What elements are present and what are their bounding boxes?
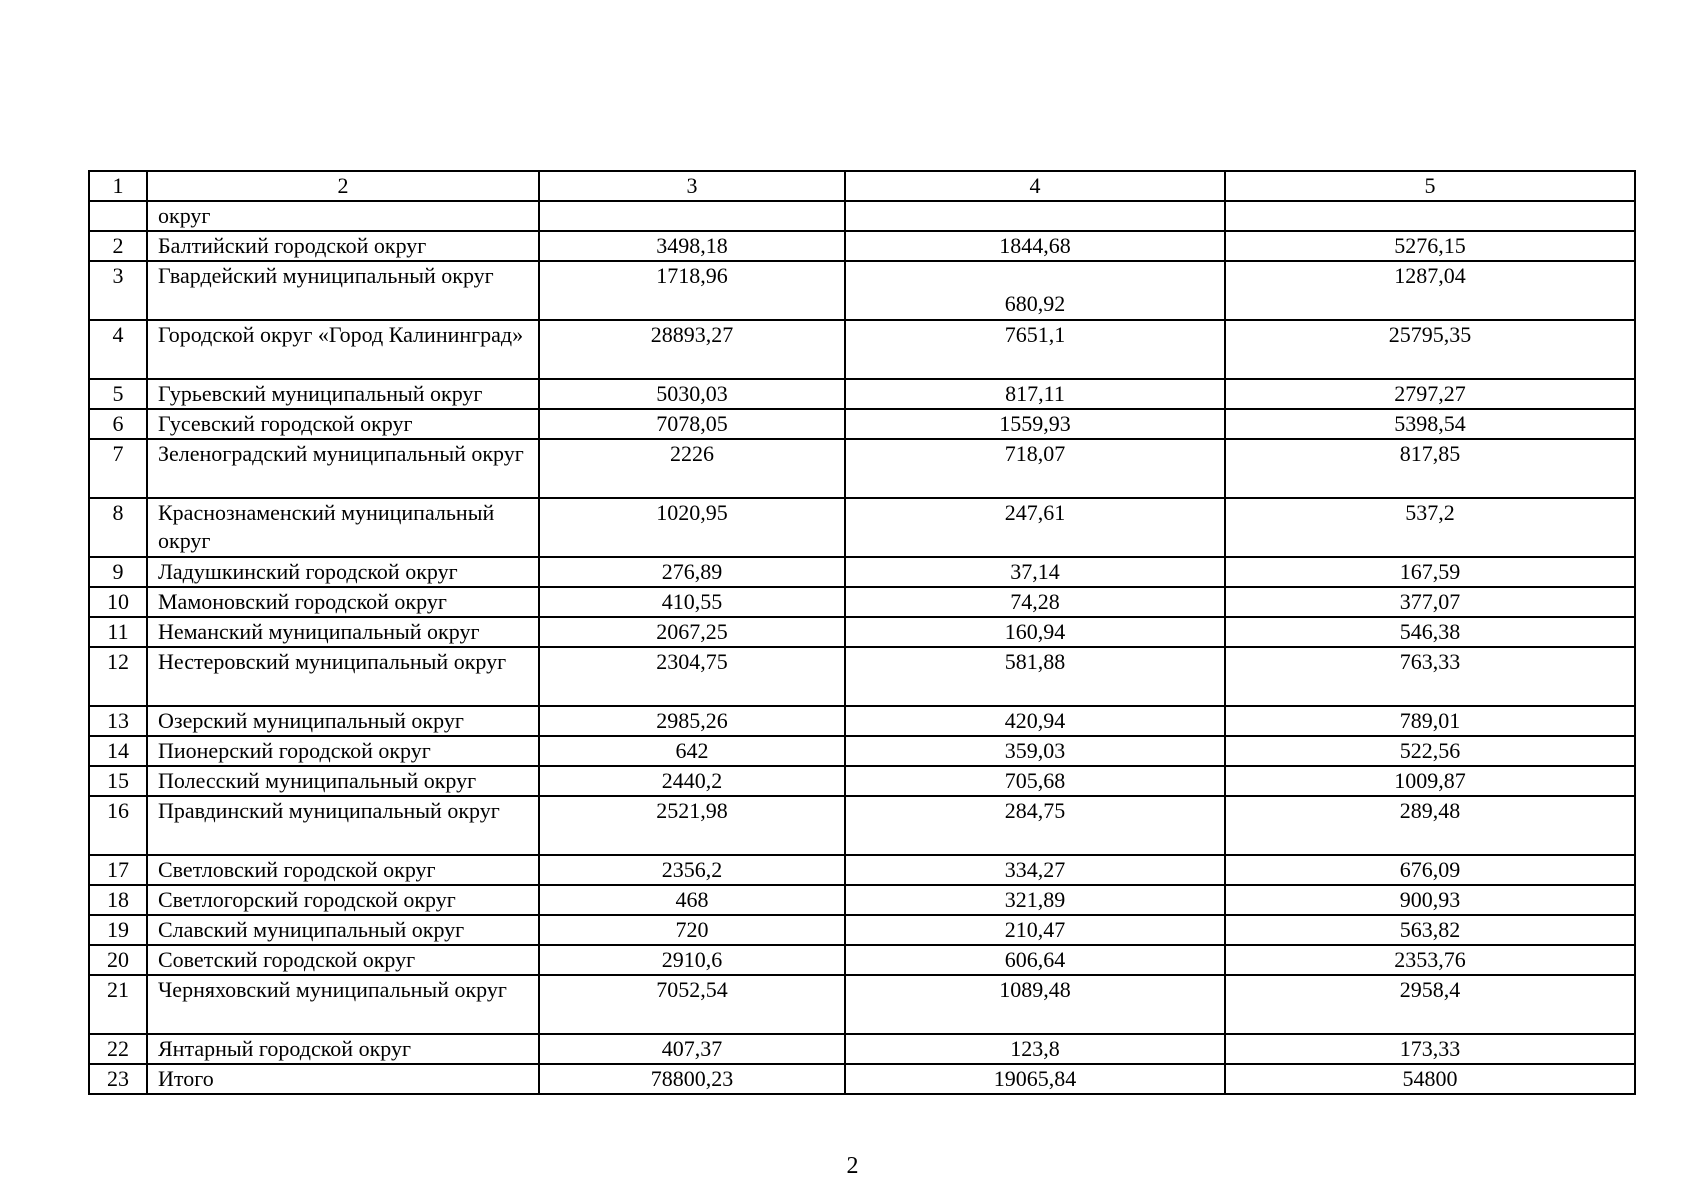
column-4-value-cell-text: 247,61 [1004,500,1066,525]
column-3-value-cell-text: 720 [675,917,709,942]
table-row [89,706,1635,736]
row-number-cell-text: 7 [112,441,124,466]
column-3-value-cell [539,320,845,379]
column-5-value-cell-text: 2353,76 [1394,947,1466,972]
table-row [89,557,1635,587]
row-number-cell [89,320,147,379]
column-header-4: 4 [845,171,1225,201]
municipality-name-cell-text: Славский муниципальный округ [158,917,465,942]
column-5-value-cell-text: 763,33 [1399,649,1461,674]
row-number-cell [89,945,147,975]
column-3-value-cell [539,975,845,1034]
row-number-cell [89,975,147,1034]
column-3-value-cell-text: 2521,98 [656,798,728,823]
table-row [89,855,1635,885]
column-3-value-cell-text: 7052,54 [656,977,728,1002]
table-row [89,736,1635,766]
row-number-cell-text: 10 [107,589,129,614]
table-row [89,647,1635,706]
row-number-cell-text: 18 [107,887,129,912]
column-5-value-cell-text: 2797,27 [1394,381,1466,406]
column-5-value-cell [1225,945,1635,975]
column-3-value-cell [539,1064,845,1094]
column-5-value-cell [1225,261,1635,320]
municipality-name-cell-text: Светлогорский городской округ [158,887,456,912]
municipality-name-cell [147,1064,539,1094]
municipality-name-cell [147,231,539,261]
column-4-value-cell [845,1034,1225,1064]
row-number-cell [89,498,147,557]
row-number-cell [89,557,147,587]
row-number-cell-text: 20 [107,947,129,972]
column-header-5: 5 [1225,171,1635,201]
column-3-value-cell-text: 2067,25 [656,619,728,644]
column-3-value-cell-text: 3498,18 [656,233,728,258]
row-number-cell [89,231,147,261]
table-row [89,945,1635,975]
column-4-value-cell [845,885,1225,915]
column-4-value-cell-text: 581,88 [1004,649,1066,674]
column-3-value-cell-text: 2985,26 [656,708,728,733]
column-4-value-cell [845,647,1225,706]
column-4-value-cell-text: 1559,93 [999,411,1071,436]
column-3-value-cell-text: 78800,23 [650,1066,734,1091]
row-number-cell-text: 13 [107,708,129,733]
municipality-name-cell-text: Гусевский городской округ [158,411,413,436]
table-row [89,915,1635,945]
page-number: 2 [846,1153,859,1179]
column-3-value-cell [539,379,845,409]
column-3-value-cell-text: 468 [675,887,709,912]
column-4-value-cell-text: 705,68 [1004,768,1066,793]
column-5-value-cell-text: 522,56 [1399,738,1461,763]
municipality-name-cell [147,915,539,945]
row-number-cell-text: 22 [107,1036,129,1061]
column-3-value-cell [539,885,845,915]
column-5-value-cell-text: 5398,54 [1394,411,1466,436]
column-5-value-cell [1225,885,1635,915]
column-3-value-cell-text: 2356,2 [661,857,723,882]
table-row [89,1064,1635,1094]
municipality-name-cell [147,557,539,587]
table-row [89,379,1635,409]
row-number-cell [89,706,147,736]
column-3-value-cell [539,201,845,231]
column-5-value-cell-text: 789,01 [1399,708,1461,733]
row-number-cell-text: 9 [112,559,124,584]
column-5-value-cell-text: 25795,35 [1388,322,1472,347]
column-3-value-cell [539,706,845,736]
municipality-name-cell-text: Советский городской округ [158,947,416,972]
column-4-value-cell [845,498,1225,557]
municipality-name-cell [147,855,539,885]
column-4-value-cell [845,975,1225,1034]
column-5-value-cell [1225,1064,1635,1094]
column-header-3: 3 [539,171,845,201]
column-4-value-cell [845,1064,1225,1094]
municipality-name-cell [147,617,539,647]
column-4-value-cell-text: 359,03 [1004,738,1066,763]
column-4-value-cell [845,945,1225,975]
column-5-value-cell-text: 537,2 [1405,500,1455,525]
column-3-value-cell [539,736,845,766]
municipality-name-cell-text: Черняховский муниципальный округ [158,977,507,1002]
table-body [89,201,1635,1094]
row-number-cell-text: 15 [107,768,129,793]
table-row [89,617,1635,647]
column-4-value-cell-text: 817,11 [1005,381,1065,406]
column-3-value-cell [539,439,845,498]
row-number-cell [89,409,147,439]
municipality-name-cell [147,945,539,975]
municipality-name-cell-text: Краснознаменский муниципальный округ [158,500,495,553]
column-header-1: 1 [89,171,147,201]
municipality-name-cell [147,201,539,231]
column-4-value-cell [845,617,1225,647]
data-table [88,170,1636,1095]
row-number-cell [89,439,147,498]
column-3-value-cell [539,587,845,617]
column-3-value-cell-text: 28893,27 [650,322,734,347]
municipality-name-cell-text: Неманский муниципальный округ [158,619,480,644]
municipality-name-cell [147,320,539,379]
municipality-name-cell [147,706,539,736]
row-number-cell-text: 23 [107,1066,129,1091]
column-4-value-cell [845,736,1225,766]
municipality-name-cell [147,647,539,706]
municipality-name-cell [147,261,539,320]
row-number-cell [89,647,147,706]
column-5-value-cell [1225,320,1635,379]
row-number-cell [89,1034,147,1064]
row-number-cell-text: 4 [112,322,124,347]
column-5-value-cell [1225,557,1635,587]
column-4-value-cell-text: 718,07 [1004,441,1066,466]
column-4-value-cell-text: 420,94 [1004,708,1066,733]
table-row [89,201,1635,231]
header-row [89,171,1635,201]
column-4-value-cell-text: 334,27 [1004,857,1066,882]
municipality-name-cell [147,498,539,557]
column-5-value-cell-text: 817,85 [1399,441,1461,466]
row-number-cell [89,1064,147,1094]
table-row [89,409,1635,439]
column-5-value-cell [1225,766,1635,796]
row-number-cell-text: 6 [112,411,124,436]
table-row [89,796,1635,855]
column-5-value-cell [1225,915,1635,945]
column-4-value-cell [845,915,1225,945]
column-4-value-cell-text: 37,14 [1010,559,1060,584]
column-5-value-cell-text: 1009,87 [1394,768,1466,793]
column-4-value-cell [845,796,1225,855]
column-4-value-cell-text: 19065,84 [993,1066,1077,1091]
column-3-value-cell [539,617,845,647]
municipality-name-cell-text: Правдинский муниципальный округ [158,798,500,823]
column-5-value-cell [1225,975,1635,1034]
column-3-value-cell [539,231,845,261]
column-3-value-cell-text: 2226 [670,441,714,466]
table-row [89,885,1635,915]
municipality-name-cell [147,766,539,796]
column-5-value-cell-text: 5276,15 [1394,233,1466,258]
row-number-cell [89,885,147,915]
table-row [89,498,1635,557]
municipality-name-cell [147,885,539,915]
municipality-name-cell-text: Ладушкинский городской округ [158,559,458,584]
column-4-value-cell [845,766,1225,796]
row-number-cell-text: 21 [107,977,129,1002]
table-row [89,231,1635,261]
column-3-value-cell-text: 1718,96 [656,263,728,288]
column-3-value-cell [539,647,845,706]
municipality-name-cell-text: Гвардейский муниципальный округ [158,263,494,288]
column-5-value-cell [1225,736,1635,766]
municipality-name-cell-text: Зеленоградский муниципальный округ [158,441,524,466]
row-number-cell-text: 8 [112,500,124,525]
table-row [89,320,1635,379]
column-header-2: 2 [147,171,539,201]
column-3-value-cell-text: 642 [675,738,709,763]
column-3-value-cell [539,855,845,885]
column-4-value-cell [845,587,1225,617]
municipality-name-cell [147,796,539,855]
row-number-cell-text: 5 [112,381,124,406]
row-number-cell-text: 11 [107,619,129,644]
column-5-value-cell-text: 900,93 [1399,887,1461,912]
column-5-value-cell [1225,706,1635,736]
row-number-cell [89,855,147,885]
column-3-value-cell [539,766,845,796]
column-5-value-cell-text: 546,38 [1399,619,1461,644]
municipality-name-cell [147,587,539,617]
column-5-value-cell [1225,201,1635,231]
municipality-name-cell-text: Городской округ «Город Калининград» [158,322,524,347]
column-4-value-cell [845,855,1225,885]
column-5-value-cell-text: 173,33 [1399,1036,1461,1061]
column-3-value-cell [539,557,845,587]
column-4-value-cell-text: 7651,1 [1004,322,1066,347]
column-4-value-cell-text: 1089,48 [999,977,1071,1002]
column-3-value-cell [539,1034,845,1064]
column-4-value-cell-text: 74,28 [1010,589,1060,614]
column-3-value-cell-text: 7078,05 [656,411,728,436]
municipality-name-cell-text: Нестеровский муниципальный округ [158,649,507,674]
municipality-name-cell-text: Мамоновский городской округ [158,589,447,614]
municipality-name-cell [147,736,539,766]
column-5-value-cell [1225,617,1635,647]
column-3-value-cell [539,409,845,439]
column-4-value-cell [845,231,1225,261]
municipality-name-cell-text: Балтийский городской округ [158,233,427,258]
row-number-cell-text: 19 [107,917,129,942]
column-5-value-cell-text: 54800 [1402,1066,1458,1091]
column-3-value-cell [539,796,845,855]
column-3-value-cell [539,945,845,975]
column-3-value-cell-text: 407,37 [661,1036,723,1061]
row-number-cell-text: 12 [107,649,129,674]
column-3-value-cell-text: 2304,75 [656,649,728,674]
row-number-cell [89,617,147,647]
column-4-value-cell [845,379,1225,409]
municipality-name-cell-text: Пионерский городской округ [158,738,431,763]
column-3-value-cell [539,915,845,945]
column-5-value-cell [1225,855,1635,885]
column-4-value-cell-text: 210,47 [1004,917,1066,942]
municipality-name-cell-text: Гурьевский муниципальный округ [158,381,483,406]
column-5-value-cell [1225,409,1635,439]
column-5-value-cell-text: 167,59 [1399,559,1461,584]
row-number-cell [89,587,147,617]
column-5-value-cell [1225,796,1635,855]
municipality-name-cell-text: Полесский муниципальный округ [158,768,477,793]
column-3-value-cell [539,261,845,320]
column-3-value-cell-text: 5030,03 [656,381,728,406]
column-4-value-cell [845,261,1225,320]
column-4-value-cell-text: 160,94 [1004,619,1066,644]
municipality-name-cell [147,379,539,409]
column-3-value-cell-text: 2440,2 [661,768,723,793]
row-number-cell [89,736,147,766]
column-3-value-cell-text: 410,55 [661,589,723,614]
column-5-value-cell [1225,379,1635,409]
column-5-value-cell-text: 676,09 [1399,857,1461,882]
row-number-cell-text: 2 [112,233,124,258]
column-5-value-cell-text: 563,82 [1399,917,1461,942]
column-4-value-cell [845,409,1225,439]
column-3-value-cell-text: 2910,6 [661,947,723,972]
municipality-name-cell-text: Светловский городской округ [158,857,436,882]
column-4-value-cell-text: 1844,68 [999,233,1071,258]
column-5-value-cell-text: 289,48 [1399,798,1461,823]
municipality-name-cell [147,1034,539,1064]
column-5-value-cell [1225,647,1635,706]
table-row [89,1034,1635,1064]
row-number-cell-text: 17 [107,857,129,882]
municipality-name-cell-text: Итого [158,1066,214,1091]
municipality-name-cell-text: Янтарный городской округ [158,1036,411,1061]
table-row [89,261,1635,320]
column-3-value-cell-text: 276,89 [661,559,723,584]
municipality-name-cell-text: Озерский муниципальный округ [158,708,464,733]
column-4-value-cell-text: 284,75 [1004,798,1066,823]
column-3-value-cell [539,498,845,557]
row-number-cell-text: 3 [112,263,124,288]
column-4-value-cell [845,706,1225,736]
column-3-value-cell-text: 1020,95 [656,500,728,525]
municipality-name-cell [147,439,539,498]
column-5-value-cell [1225,1034,1635,1064]
column-5-value-cell-text: 2958,4 [1399,977,1461,1002]
column-4-value-cell [845,201,1225,231]
column-4-value-cell-text: 123,8 [1010,1036,1060,1061]
column-4-value-cell-text: 680,92 [1004,291,1066,316]
municipality-name-cell [147,409,539,439]
column-5-value-cell [1225,587,1635,617]
municipality-name-cell [147,975,539,1034]
column-5-value-cell-text: 1287,04 [1394,263,1466,288]
row-number-cell-text: 16 [107,798,129,823]
row-number-cell [89,915,147,945]
column-4-value-cell-text: 606,64 [1004,947,1066,972]
municipality-name-cell-text: округ [158,203,211,228]
row-number-cell-text: 14 [107,738,129,763]
column-4-value-cell [845,320,1225,379]
column-5-value-cell [1225,439,1635,498]
row-number-cell [89,261,147,320]
column-4-value-cell-text: 321,89 [1004,887,1066,912]
column-4-value-cell [845,439,1225,498]
table-row [89,975,1635,1034]
column-5-value-cell [1225,498,1635,557]
column-4-value-cell [845,557,1225,587]
row-number-cell [89,379,147,409]
column-5-value-cell-text: 377,07 [1399,589,1461,614]
table-row [89,587,1635,617]
row-number-cell [89,766,147,796]
row-number-cell [89,796,147,855]
column-5-value-cell [1225,231,1635,261]
table-row [89,439,1635,498]
row-number-cell [89,201,147,231]
table-row [89,766,1635,796]
